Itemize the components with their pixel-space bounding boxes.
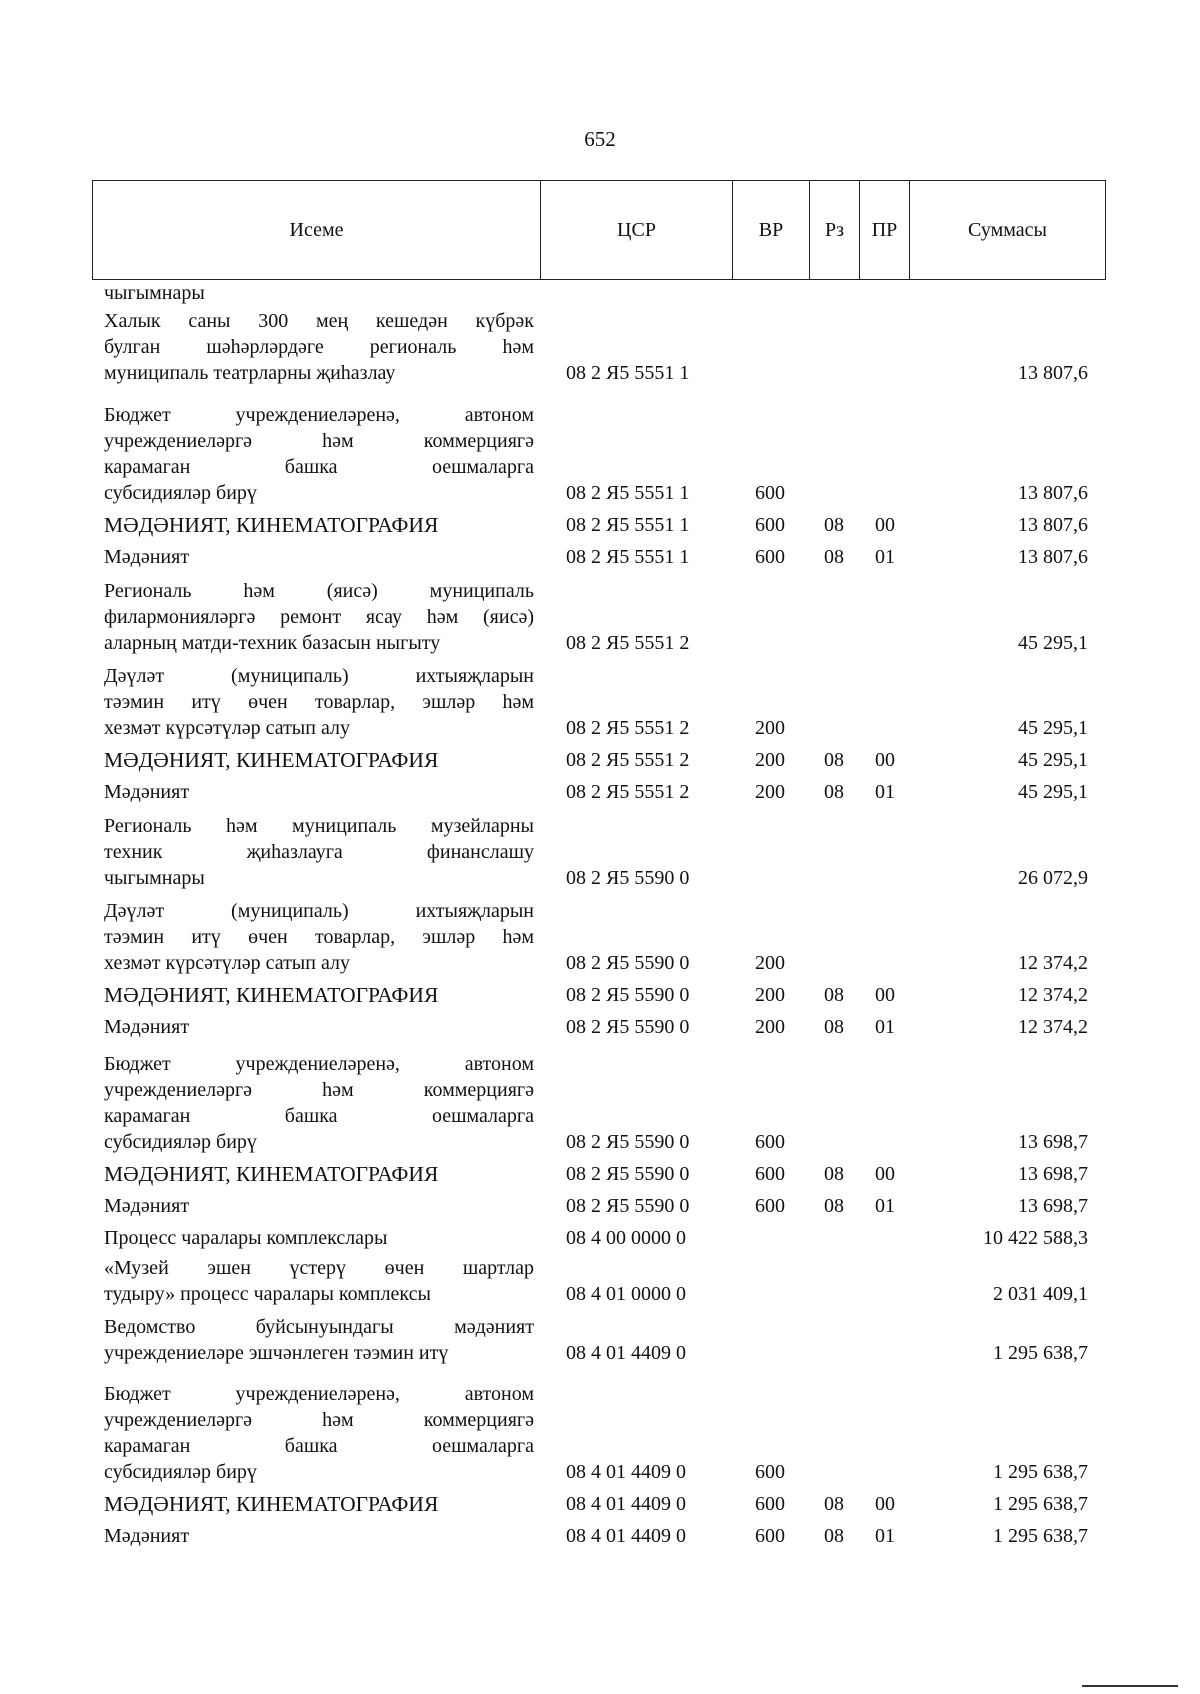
- page-number: 652: [584, 127, 616, 151]
- header-csr: ЦСР: [541, 181, 733, 280]
- row-vr: 600: [755, 482, 785, 504]
- row-name-line: карамаган башка оешмаларга: [104, 1105, 534, 1127]
- table-row: [0, 1195, 1200, 1219]
- row-sum: 13 807,6: [1018, 362, 1088, 384]
- row-name-line: аларның матди-техник базасын ныгыту: [104, 632, 441, 654]
- table-row: [0, 1227, 1200, 1251]
- row-name: [104, 1225, 534, 1251]
- row-vr: 600: [755, 1461, 785, 1483]
- table-row: [0, 580, 1200, 656]
- row-name: [104, 813, 534, 891]
- row-csr: 08 2 Я5 5590 0: [566, 1195, 690, 1217]
- row-name-line: субсидияләр бирү: [104, 482, 257, 504]
- row-sum: 1 295 638,7: [993, 1525, 1088, 1547]
- row-name-line: Дәүләт (муниципаль) ихтыяҗларын: [104, 665, 534, 687]
- table-row: [0, 1383, 1200, 1485]
- table-row: [0, 1162, 1200, 1187]
- row-csr: 08 4 01 4409 0: [566, 1342, 686, 1364]
- row-name: [104, 898, 534, 976]
- row-vr: 200: [755, 749, 785, 771]
- row-vr: 200: [755, 952, 785, 974]
- row-name-line: муниципаль театрларны җиһазлау: [104, 362, 396, 384]
- row-pr: 00: [875, 749, 895, 771]
- row-pr: 01: [875, 546, 895, 568]
- row-sum: 2 031 409,1: [993, 1283, 1088, 1305]
- row-vr: 200: [755, 781, 785, 803]
- row-name-line: учреждениеләргә һәм коммерциягә: [104, 1409, 534, 1431]
- row-name: [104, 1255, 534, 1307]
- row-vr: 600: [755, 514, 785, 536]
- row-name-line: хезмәт күрсәтүләр сатып алу: [104, 717, 350, 739]
- row-pr: 00: [875, 984, 895, 1006]
- row-pr: 01: [875, 781, 895, 803]
- row-name-line: Бюджет учреждениеләренә, автоном: [104, 1383, 534, 1405]
- footer-rule: [1082, 1685, 1178, 1687]
- row-rz: 08: [824, 749, 844, 771]
- table-row: [0, 310, 1200, 386]
- table-row: [0, 1257, 1200, 1307]
- row-name: [104, 779, 534, 805]
- row-name-line: карамаган башка оешмаларга: [104, 1435, 534, 1457]
- row-csr: 08 2 Я5 5590 0: [566, 1131, 690, 1153]
- row-name: [104, 1491, 534, 1517]
- row-name-line: МӘДӘНИЯТ, КИНЕМАТОГРАФИЯ: [104, 1492, 439, 1516]
- row-name: [104, 1193, 534, 1219]
- row-rz: 08: [824, 1163, 844, 1185]
- row-name-line: Мәдәният: [104, 1525, 190, 1547]
- row-name-line: Мәдәният: [104, 1195, 190, 1217]
- row-vr: 600: [755, 1525, 785, 1547]
- table-row: [0, 513, 1200, 538]
- row-sum: 12 374,2: [1018, 1016, 1088, 1038]
- row-csr: 08 4 00 0000 0: [566, 1227, 686, 1249]
- row-vr: 600: [755, 1163, 785, 1185]
- row-csr: 08 2 Я5 5551 2: [566, 749, 690, 771]
- row-name-line: Дәүләт (муниципаль) ихтыяҗларын: [104, 900, 534, 922]
- row-csr: 08 4 01 0000 0: [566, 1283, 686, 1305]
- row-csr: 08 4 01 4409 0: [566, 1461, 686, 1483]
- row-sum: 45 295,1: [1018, 749, 1088, 771]
- row-name-line: учреждениеләргә һәм коммерциягә: [104, 430, 534, 452]
- row-sum: 1 295 638,7: [993, 1342, 1088, 1364]
- table-row: [0, 546, 1200, 570]
- row-vr: 200: [755, 984, 785, 1006]
- row-sum: 10 422 588,3: [983, 1227, 1088, 1249]
- row-name-line: тәэмин итү өчен товарлар, эшләр һәм: [104, 691, 534, 713]
- row-sum: 13 807,6: [1018, 482, 1088, 504]
- row-csr: 08 2 Я5 5590 0: [566, 984, 690, 1006]
- row-name-line: булган шәһәрләрдәге региональ һәм: [104, 336, 534, 358]
- row-name: [104, 280, 534, 306]
- row-name-line: Халык саны 300 мең кешедән күбрәк: [104, 310, 534, 332]
- table-row: [0, 815, 1200, 891]
- table-row: [0, 983, 1200, 1008]
- table-row: [0, 748, 1200, 773]
- row-sum: 26 072,9: [1018, 867, 1088, 889]
- row-name-line: филармонияләргә ремонт ясау һәм (яисә): [104, 606, 534, 628]
- row-sum: 13 698,7: [1018, 1163, 1088, 1185]
- row-name-line: Бюджет учреждениеләренә, автоном: [104, 1053, 534, 1075]
- row-vr: 600: [755, 1195, 785, 1217]
- row-sum: 45 295,1: [1018, 632, 1088, 654]
- row-name: [104, 512, 534, 538]
- row-csr: 08 2 Я5 5551 2: [566, 781, 690, 803]
- row-sum: 12 374,2: [1018, 952, 1088, 974]
- row-name: [104, 544, 534, 570]
- table-row: [0, 1053, 1200, 1155]
- row-csr: 08 4 01 4409 0: [566, 1493, 686, 1515]
- row-name-line: карамаган башка оешмаларга: [104, 456, 534, 478]
- row-name-line: тудыру» процесс чаралары комплексы: [104, 1283, 431, 1305]
- row-csr: 08 2 Я5 5551 1: [566, 546, 690, 568]
- header-vr: ВР: [733, 181, 810, 280]
- row-vr: 200: [755, 717, 785, 739]
- row-name-line: МӘДӘНИЯТ, КИНЕМАТОГРАФИЯ: [104, 1162, 439, 1186]
- row-vr: 200: [755, 1016, 785, 1038]
- header-name: Исеме: [93, 181, 541, 280]
- row-name: [104, 1381, 534, 1485]
- row-name-line: МӘДӘНИЯТ, КИНЕМАТОГРАФИЯ: [104, 983, 439, 1007]
- row-vr: 600: [755, 1131, 785, 1153]
- row-name: [104, 402, 534, 506]
- table-row: [0, 1016, 1200, 1040]
- row-csr: 08 2 Я5 5551 1: [566, 482, 690, 504]
- row-name-line: Ведомство буйсынуындагы мәдәният: [104, 1316, 534, 1338]
- row-name: [104, 1161, 534, 1187]
- row-name: [104, 578, 534, 656]
- row-name-line: Процесс чаралары комплекслары: [104, 1227, 388, 1249]
- row-name-line: Мәдәният: [104, 781, 190, 803]
- row-rz: 08: [824, 1016, 844, 1038]
- table-row: [0, 781, 1200, 805]
- row-rz: 08: [824, 514, 844, 536]
- row-name-line: Мәдәният: [104, 546, 190, 568]
- row-sum: 12 374,2: [1018, 984, 1088, 1006]
- row-name: [104, 1314, 534, 1366]
- row-name-line: Мәдәният: [104, 1016, 190, 1038]
- row-csr: 08 2 Я5 5590 0: [566, 867, 690, 889]
- row-name-line: Региональ һәм (яисә) муниципаль: [104, 580, 534, 602]
- table-row: [0, 900, 1200, 976]
- row-pr: 00: [875, 1163, 895, 1185]
- row-name-line: чыгымнары: [104, 867, 205, 889]
- row-sum: 1 295 638,7: [993, 1461, 1088, 1483]
- row-name: [104, 747, 534, 773]
- row-name-line: субсидияләр бирү: [104, 1131, 257, 1153]
- table-row: [0, 1492, 1200, 1517]
- header-pr: ПР: [860, 181, 910, 280]
- row-name-line: тәэмин итү өчен товарлар, эшләр һәм: [104, 926, 534, 948]
- row-csr: 08 2 Я5 5590 0: [566, 1016, 690, 1038]
- table-row: [0, 1525, 1200, 1549]
- row-rz: 08: [824, 984, 844, 1006]
- row-csr: 08 2 Я5 5551 2: [566, 632, 690, 654]
- row-vr: 600: [755, 546, 785, 568]
- row-name-line: МӘДӘНИЯТ, КИНЕМАТОГРАФИЯ: [104, 748, 439, 772]
- row-pr: 01: [875, 1195, 895, 1217]
- row-sum: 1 295 638,7: [993, 1493, 1088, 1515]
- row-name-line: МӘДӘНИЯТ, КИНЕМАТОГРАФИЯ: [104, 513, 439, 537]
- row-name-line: Региональ һәм муниципаль музейларны: [104, 815, 534, 837]
- row-name: [104, 663, 534, 741]
- table-row: [0, 665, 1200, 741]
- table-row: [0, 1316, 1200, 1366]
- row-sum: 45 295,1: [1018, 717, 1088, 739]
- row-sum: 13 807,6: [1018, 514, 1088, 536]
- row-vr: 600: [755, 1493, 785, 1515]
- header-sum: Суммасы: [910, 181, 1106, 280]
- row-csr: 08 2 Я5 5551 1: [566, 514, 690, 536]
- row-pr: 01: [875, 1525, 895, 1547]
- row-name-line: чыгымнары: [104, 282, 205, 304]
- row-name: [104, 982, 534, 1008]
- row-name-line: учреждениеләре эшчәнлеген тәэмин итү: [104, 1342, 449, 1364]
- row-csr: 08 4 01 4409 0: [566, 1525, 686, 1547]
- row-rz: 08: [824, 1493, 844, 1515]
- table-row: [0, 404, 1200, 506]
- row-name: [104, 308, 534, 386]
- row-csr: 08 2 Я5 5590 0: [566, 1163, 690, 1185]
- row-name-line: субсидияләр бирү: [104, 1461, 257, 1483]
- row-name-line: Бюджет учреждениеләренә, автоном: [104, 404, 534, 426]
- row-name-line: техник җиһазлауга финанслашу: [104, 841, 534, 863]
- row-rz: 08: [824, 1525, 844, 1547]
- table-row: [0, 282, 1200, 306]
- row-sum: 45 295,1: [1018, 781, 1088, 803]
- row-rz: 08: [824, 1195, 844, 1217]
- row-rz: 08: [824, 546, 844, 568]
- row-name: [104, 1523, 534, 1549]
- row-sum: 13 807,6: [1018, 546, 1088, 568]
- row-name-line: учреждениеләргә һәм коммерциягә: [104, 1079, 534, 1101]
- row-sum: 13 698,7: [1018, 1131, 1088, 1153]
- row-sum: 13 698,7: [1018, 1195, 1088, 1217]
- row-name-line: «Музей эшен үстерү өчен шартлар: [104, 1257, 534, 1279]
- row-csr: 08 2 Я5 5590 0: [566, 952, 690, 974]
- row-name-line: хезмәт күрсәтүләр сатып алу: [104, 952, 350, 974]
- row-name: [104, 1051, 534, 1155]
- row-csr: 08 2 Я5 5551 2: [566, 717, 690, 739]
- row-name: [104, 1014, 534, 1040]
- row-pr: 01: [875, 1016, 895, 1038]
- row-pr: 00: [875, 514, 895, 536]
- row-csr: 08 2 Я5 5551 1: [566, 362, 690, 384]
- header-rz: Рз: [810, 181, 860, 280]
- row-rz: 08: [824, 781, 844, 803]
- row-pr: 00: [875, 1493, 895, 1515]
